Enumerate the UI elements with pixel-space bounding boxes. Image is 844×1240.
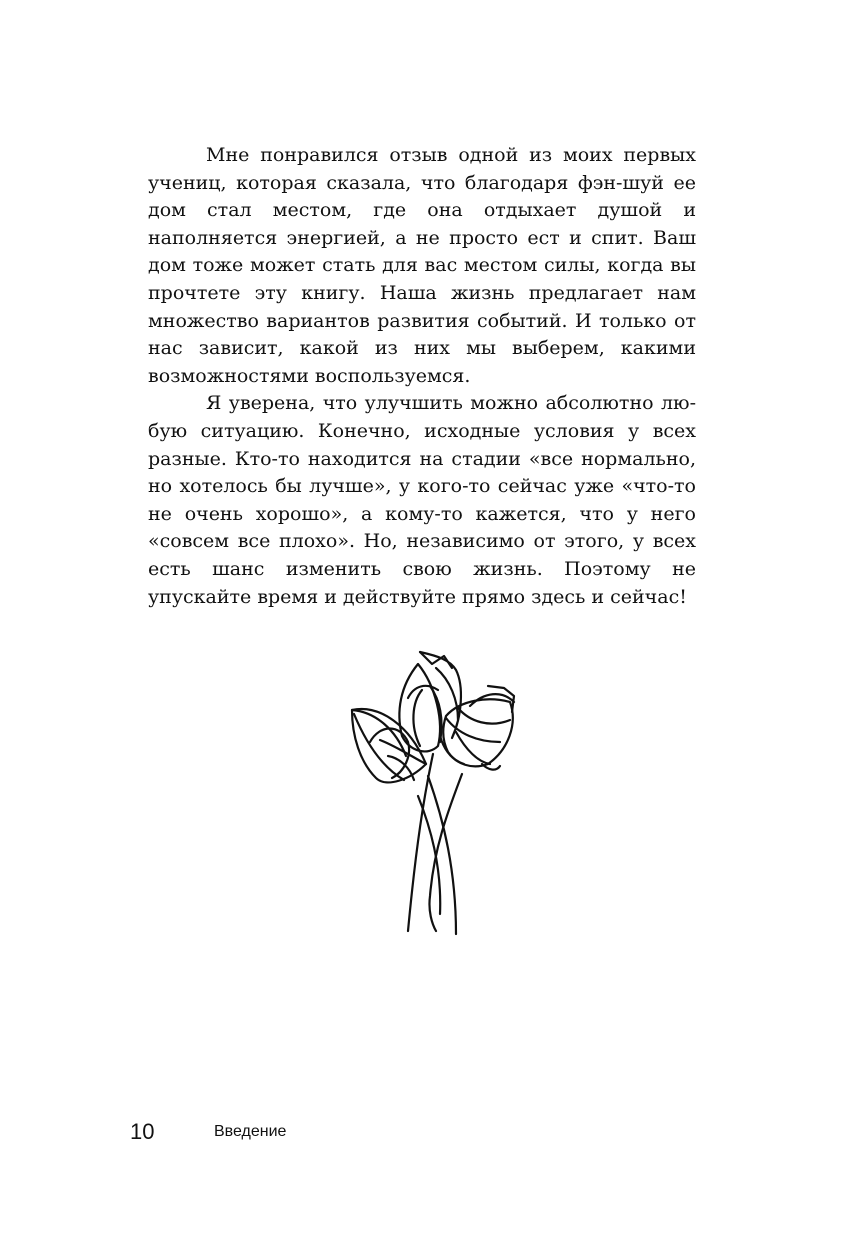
body-text [148, 142, 696, 611]
page-number: 10 [130, 1119, 155, 1144]
paragraph-1: Мне понравился отзыв одной из моих первых учениц, которая сказала, что благодаря фэн-шуй ее дом стал местом, где она отдыхает душой и наполняется энергией, а не просто ест и спит. Ваш дом тоже может стать для вас местом силы, когда вы прочтете эту книгу. Наша жизнь предлагает нам множество вариантов развития событий. И только от нас зависит, какой из них мы выберем, какими возможностями воспользуемся. [148, 144, 696, 387]
lotus-bouquet-icon [340, 646, 530, 938]
paragraph-2: Я уверена, что улучшить можно абсолютно любую ситуацию. Конечно, исходные условия у всех разные. Кто-то находится на стадии «все нормально, но хотелось бы лучше», у кого-то сейчас уже «что-то не очень хорошо», а кому-то кажется, что у него «совсем все плохо». Но, независимо от этого, у всех есть шанс изменить свою жизнь. Поэтому не упускайте время и действуйте прямо здесь и сейчас! [148, 392, 696, 608]
running-head: Введение [214, 1123, 287, 1140]
page-footer [130, 1118, 710, 1148]
lotus-illustration [340, 646, 530, 938]
